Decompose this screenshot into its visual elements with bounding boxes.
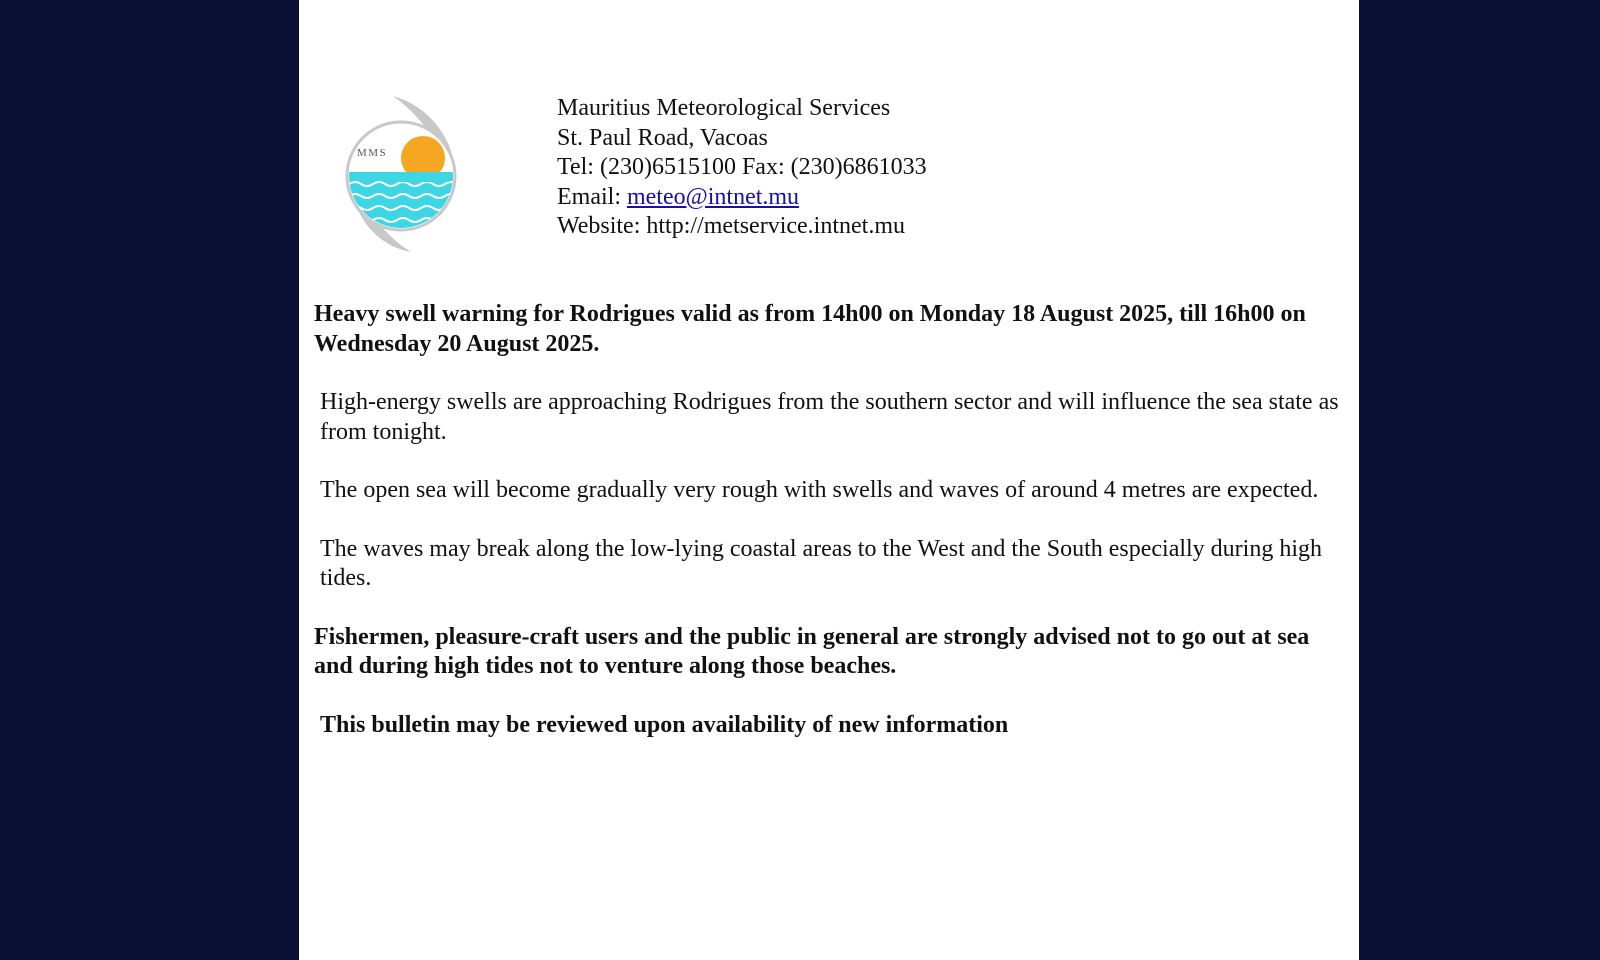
- logo-text: MMS: [357, 147, 388, 159]
- contact-header: [557, 94, 927, 242]
- phone-fax: Tel: (230)6515100 Fax: (230)6861033: [557, 154, 927, 180]
- email-line: [557, 183, 927, 213]
- mms-logo: [341, 92, 467, 260]
- bulletin-advisory: Fishermen, pleasure-craft users and the public in general are strongly advised not to go out at sea and during high tides not to venture along those beaches.: [314, 623, 1310, 679]
- bulletin-footer: This bulletin may be reviewed upon availability of new information: [320, 711, 1009, 738]
- bulletin-title: Heavy swell warning for Rodrigues valid as from 14h00 on Monday 18 August 2025, till 16h00 on Wednesday 20 August 2025.: [314, 301, 1306, 357]
- email-label: Email:: [557, 183, 627, 210]
- email-link[interactable]: meteo@intnet.mu: [626, 183, 800, 210]
- bulletin-paragraph: The waves may break along the low-lying coastal areas to the West and the South especially during high tides.: [320, 535, 1323, 591]
- document-page: [299, 0, 1359, 960]
- mms-logo-graphic: [341, 92, 467, 260]
- org-name: Mauritius Meteorological Services: [557, 95, 891, 121]
- bulletin-paragraph: The open sea will become gradually very rough with swells and waves of around 4 metres are expected.: [320, 477, 1319, 503]
- org-address: St. Paul Road, Vacoas: [557, 124, 768, 151]
- bulletin-paragraph: High-energy swells are approaching Rodrigues from the southern sector and will influence the sea state as from tonight.: [320, 389, 1339, 445]
- bulletin-body: [314, 300, 1344, 769]
- website-line: Website: http://metservice.intnet.mu: [557, 213, 905, 239]
